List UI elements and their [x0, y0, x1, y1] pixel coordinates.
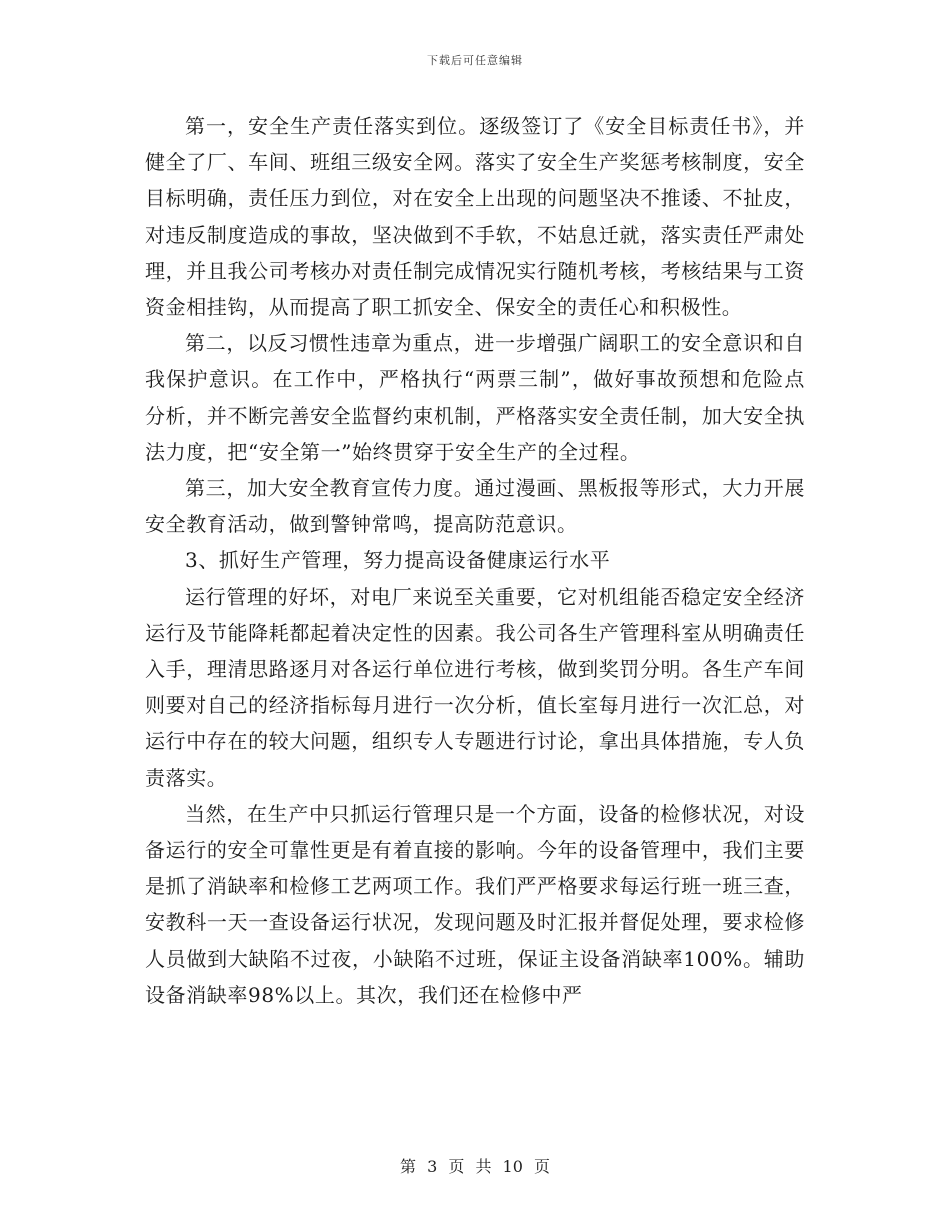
document-body	[145, 108, 805, 1013]
page-footer: 第 3 页 共 10 页	[400, 1157, 550, 1176]
paragraph-safety-education: 第三，加大安全教育宣传力度。通过漫画、黑板报等形式，大力开展安全教育活动，做到警钟常鸣，提高防范意识。	[145, 476, 805, 537]
paragraph-equipment-maintenance: 当然，在生产中只抓运行管理只是一个方面，设备的检修状况，对设备运行的安全可靠性更是有着直接的影响。今年的设备管理中，我们主要是抓了消缺率和检修工艺两项工作。我们严严格要求每运行班一班三查，安教科一天一查设备运行状况，发现问题及时汇报并督促处理，要求检修人员做到大缺陷不过夜，小缺陷不过班，保证主设备消缺率100%。辅助设备消缺率98%以上。其次，我们还在检修中严	[145, 801, 805, 1007]
paragraph-operation-management: 运行管理的好坏，对电厂来说至关重要，它对机组能否稳定安全经济运行及节能降耗都起着决定性的因素。我公司各生产管理科室从明确责任入手，理清思路逐月对各运行单位进行考核，做到奖罚分明。各生产车间则要对自己的经济指标每月进行一次分析，值长室每月进行一次汇总，对运行中存在的较大问题，组织专人专题进行讨论，拿出具体措施，专人负责落实。	[145, 584, 805, 790]
paragraph-anti-violation: 第二，以反习惯性违章为重点，进一步增强广阔职工的安全意识和自我保护意识。在工作中，严格执行“两票三制”，做好事故预想和危险点分析，并不断完善安全监督约束机制，严格落实安全责任制，加大安全执法力度，把“安全第一”始终贯穿于安全生产的全过程。	[145, 331, 805, 464]
page-header: 下载后可任意编辑	[427, 54, 523, 67]
paragraph-safety-responsibility: 第一，安全生产责任落实到位。逐级签订了《安全目标责任书》，并健全了厂、车间、班组三级安全网。落实了安全生产奖惩考核制度，安全目标明确，责任压力到位，对在安全上出现的问题坚决不推诿、不扯皮，对违反制度造成的事故，坚决做到不手软，不姑息迁就，落实责任严肃处理，并且我公司考核办对责任制完成情况实行随机考核，考核结果与工资资金相挂钩，从而提高了职工抓安全、保安全的责任心和积极性。	[145, 114, 805, 320]
section-heading-production-management: 3、抓好生产管理，努力提高设备健康运行水平	[185, 548, 611, 573]
